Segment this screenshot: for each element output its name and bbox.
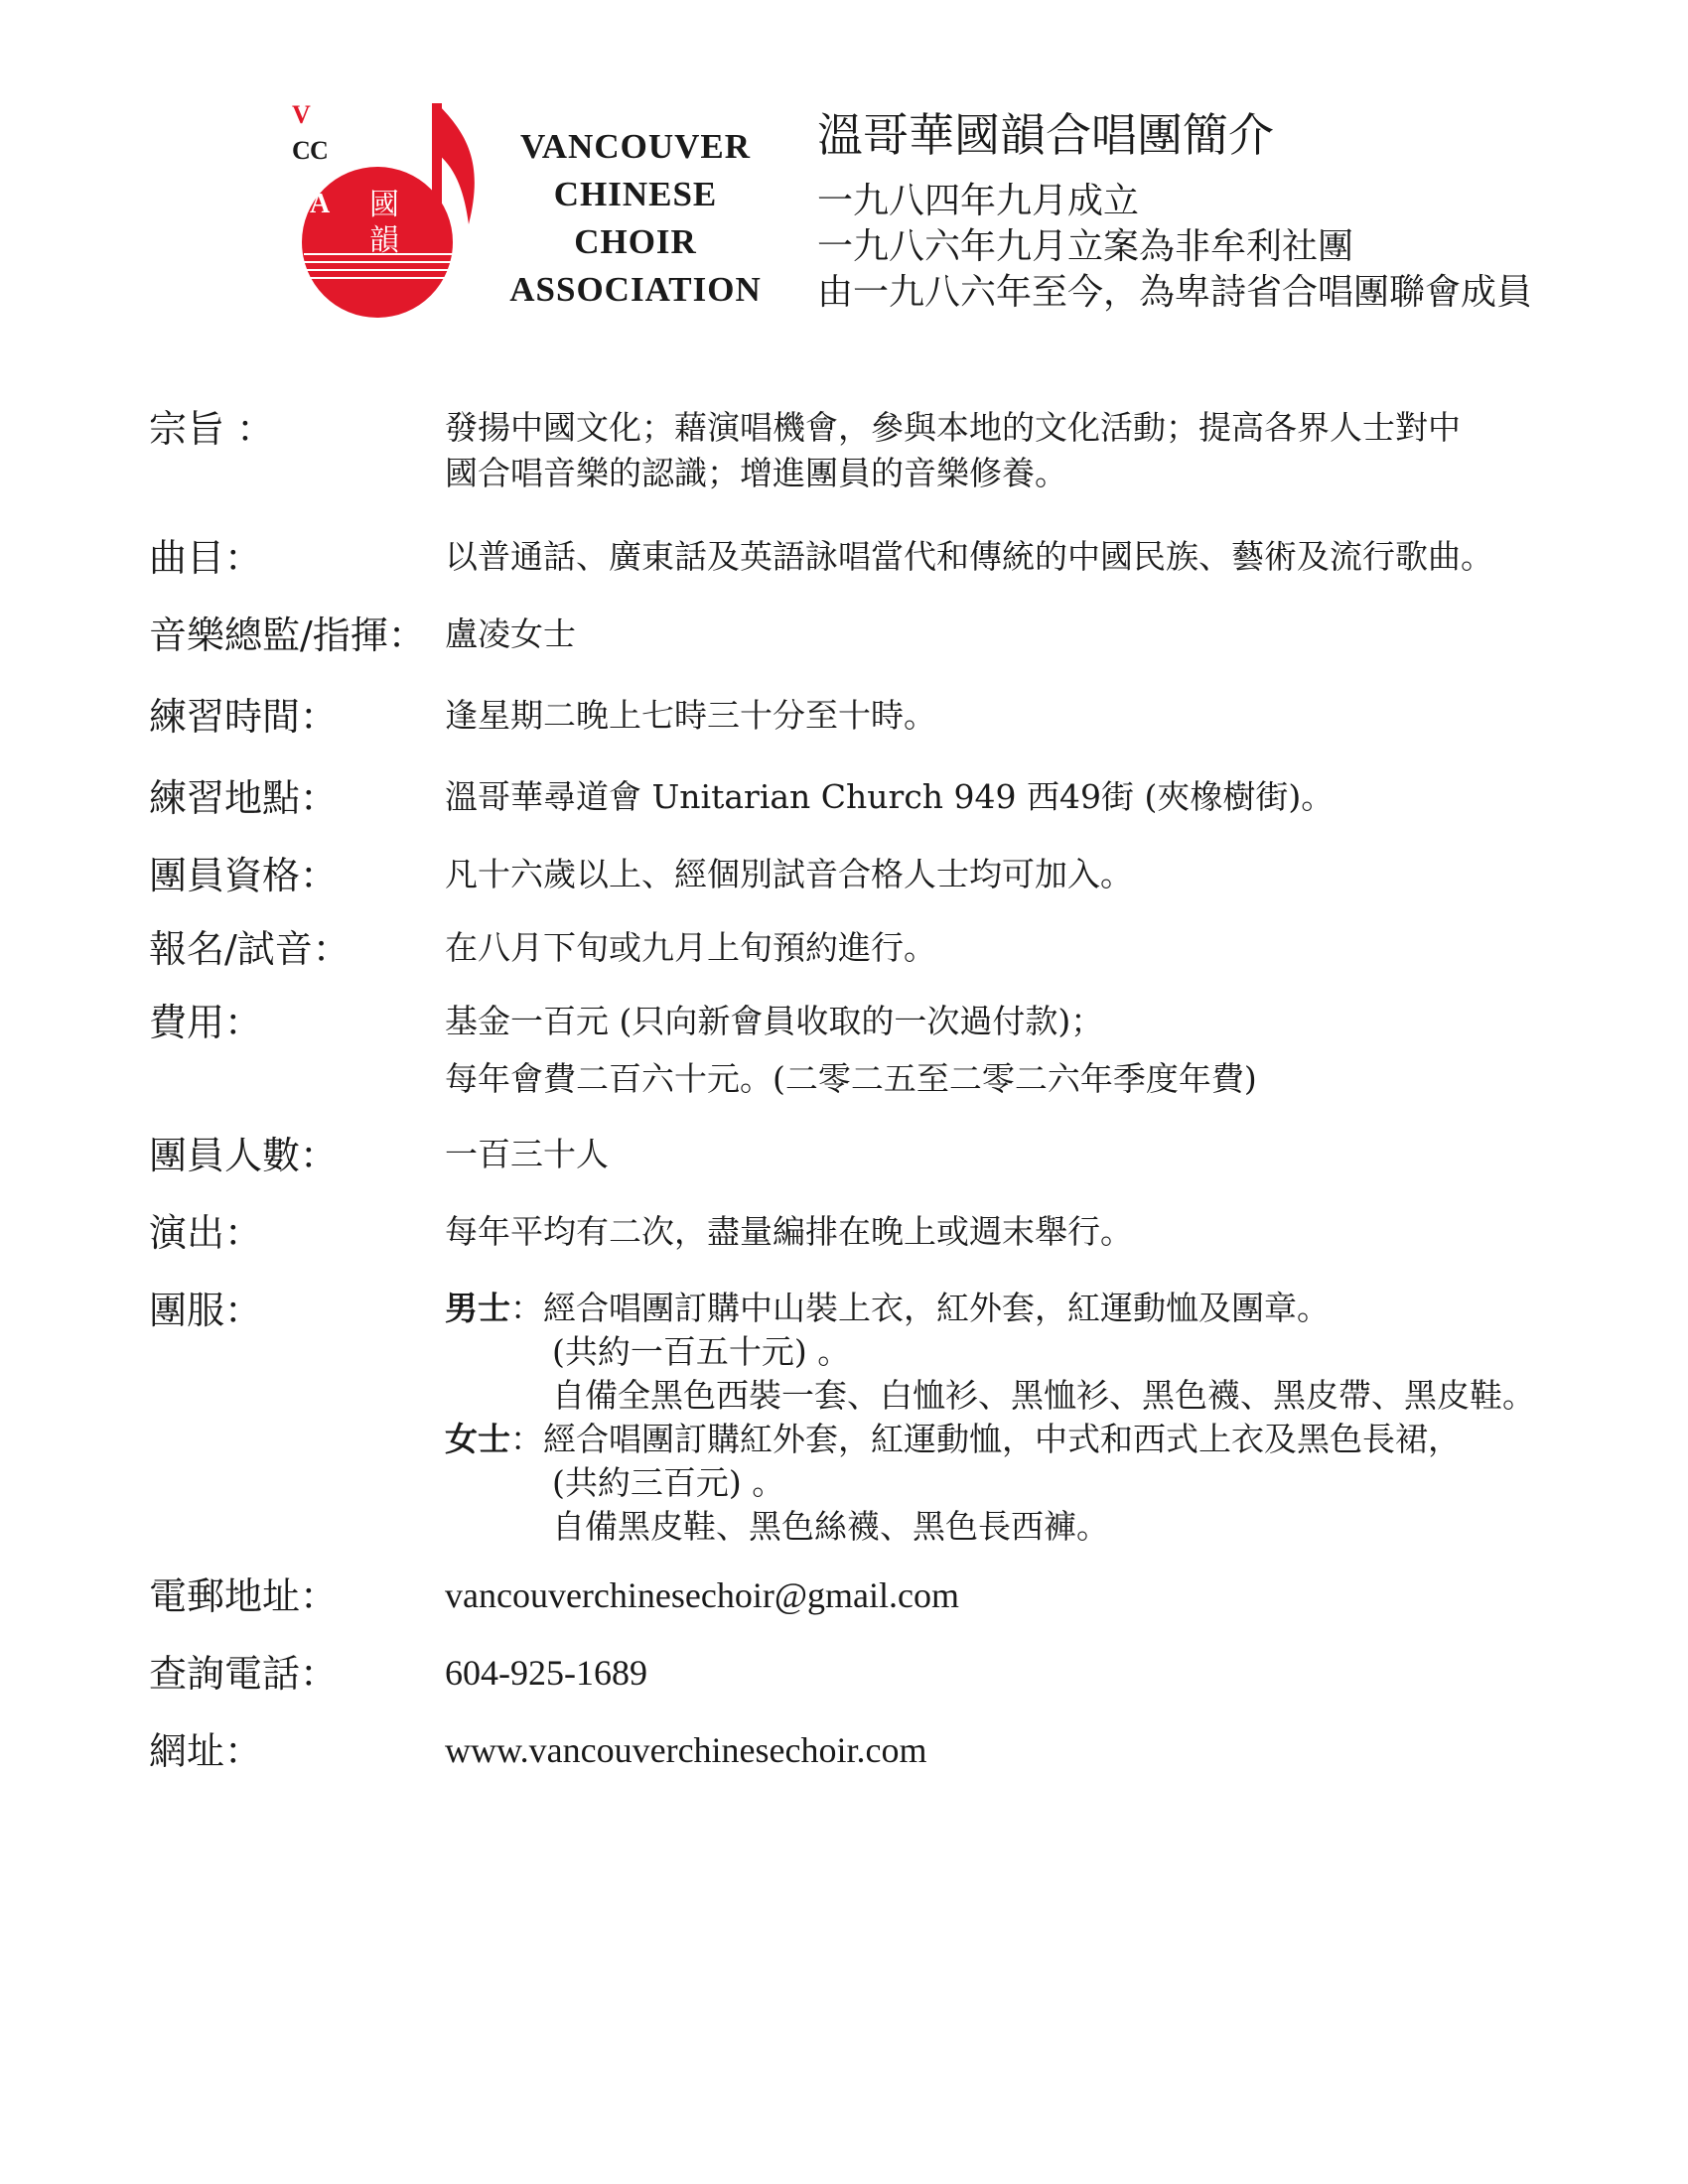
label-audition: 報名/試音：: [149, 927, 351, 971]
org-name-line: ASSOCIATION: [509, 270, 762, 309]
logo-char-yun: 韻: [369, 223, 399, 258]
header-right: [817, 103, 1532, 316]
purpose-line: 發揚中國文化；藉演唱機會，參與本地的文化活動；提高各界人士對中: [445, 408, 1461, 447]
value-eligibility: 凡十六歲以上、經個別試音合格人士均可加入。: [445, 855, 1133, 893]
value-fees: [445, 999, 1636, 1102]
uniform-women-line2: (共約三百元) 。: [552, 1463, 785, 1502]
uniform-men-line1: [445, 1287, 1636, 1330]
value-rehearsal-venue: 溫哥華尋道會 Unitarian Church 949 西49街 (夾橡樹街)。: [445, 777, 1335, 816]
uniform-men-line3: 自備全黑色西裝一套、白恤衫、黑恤衫、黑色襪、黑皮帶、黑皮鞋。: [552, 1376, 1535, 1415]
label-fees: 費用：: [149, 1001, 263, 1044]
value-purpose: [445, 405, 1636, 496]
org-name: [501, 123, 770, 314]
label-eligibility: 團員資格：: [149, 854, 339, 897]
label-performances: 演出：: [149, 1211, 263, 1255]
org-name-line: VANCOUVER: [520, 127, 751, 166]
email-link[interactable]: vancouverchinesechoir@gmail.com: [445, 1575, 959, 1615]
value-director: 盧凌女士: [445, 614, 576, 653]
label-phone: 查詢電話：: [149, 1652, 339, 1696]
logo-letter-c1: C: [292, 136, 311, 165]
history-item: 一九八四年九月成立: [817, 181, 1140, 221]
label-repertoire: 曲目：: [149, 536, 263, 580]
value-uniform: [445, 1287, 1636, 1549]
label-rehearsal-time: 練習時間：: [149, 695, 339, 739]
logo-letter-a: A: [310, 189, 331, 219]
logo-letter-c2: C: [310, 136, 329, 165]
uniform-women-text1: ：經合唱團訂購紅外套，紅運動恤，中式和西式上衣及黑色長裙，: [510, 1420, 1461, 1458]
uniform-men-tag: 男士: [445, 1289, 510, 1327]
uniform-women-tag: 女士: [445, 1420, 510, 1458]
website-link[interactable]: www.vancouverchinesechoir.com: [445, 1730, 927, 1770]
uniform-women-line3: 自備黑皮鞋、黑色絲襪、黑色長西褲。: [552, 1507, 1109, 1546]
fees-line: 每年會費二百六十元。(二零二五至二零二六年季度年費): [445, 1059, 1257, 1098]
label-website: 網址：: [149, 1729, 263, 1773]
fees-line: 基金一百元 (只向新會員收取的一次過付款)；: [445, 1002, 1104, 1040]
value-performances: 每年平均有二次，盡量編排在晚上或週末舉行。: [445, 1212, 1133, 1251]
value-audition: 在八月下旬或九月上旬預約進行。: [445, 928, 936, 967]
org-name-line: CHINESE: [553, 175, 718, 213]
label-email: 電郵地址：: [149, 1574, 339, 1618]
value-rehearsal-time: 逢星期二晚上七時三十分至十時。: [445, 696, 936, 735]
choir-logo: [270, 95, 489, 324]
uniform-men-line2: (共約一百五十元) 。: [552, 1332, 851, 1371]
label-purpose: 宗旨 ：: [149, 407, 275, 451]
label-uniform: 團服：: [149, 1289, 263, 1332]
uniform-women-line1: [445, 1418, 1636, 1461]
logo-char-guo: 國: [369, 188, 399, 222]
history-item: 由一九八六年至今，為卑詩省合唱團聯會成員: [817, 272, 1533, 313]
value-repertoire: 以普通話、廣東話及英語詠唱當代和傳統的中國民族、藝術及流行歌曲。: [445, 537, 1493, 576]
label-director: 音樂總監/指揮：: [149, 614, 426, 657]
label-membership: 團員人數：: [149, 1134, 339, 1177]
label-rehearsal-venue: 練習地點：: [149, 776, 339, 820]
purpose-line: 國合唱音樂的認識；增進團員的音樂修養。: [445, 454, 1067, 492]
history-list: [817, 179, 1532, 316]
logo-letter-v: V: [292, 100, 311, 129]
org-name-line: CHOIR: [574, 222, 697, 261]
value-membership: 一百三十人: [445, 1135, 609, 1173]
phone-number: 604-925-1689: [445, 1653, 647, 1693]
uniform-men-text1: ：經合唱團訂購中山裝上衣，紅外套，紅運動恤及團章。: [510, 1289, 1330, 1327]
history-item: 一九八六年九月立案為非牟利社團: [817, 226, 1354, 267]
page-title: 溫哥華國韻合唱團簡介: [817, 108, 1274, 162]
